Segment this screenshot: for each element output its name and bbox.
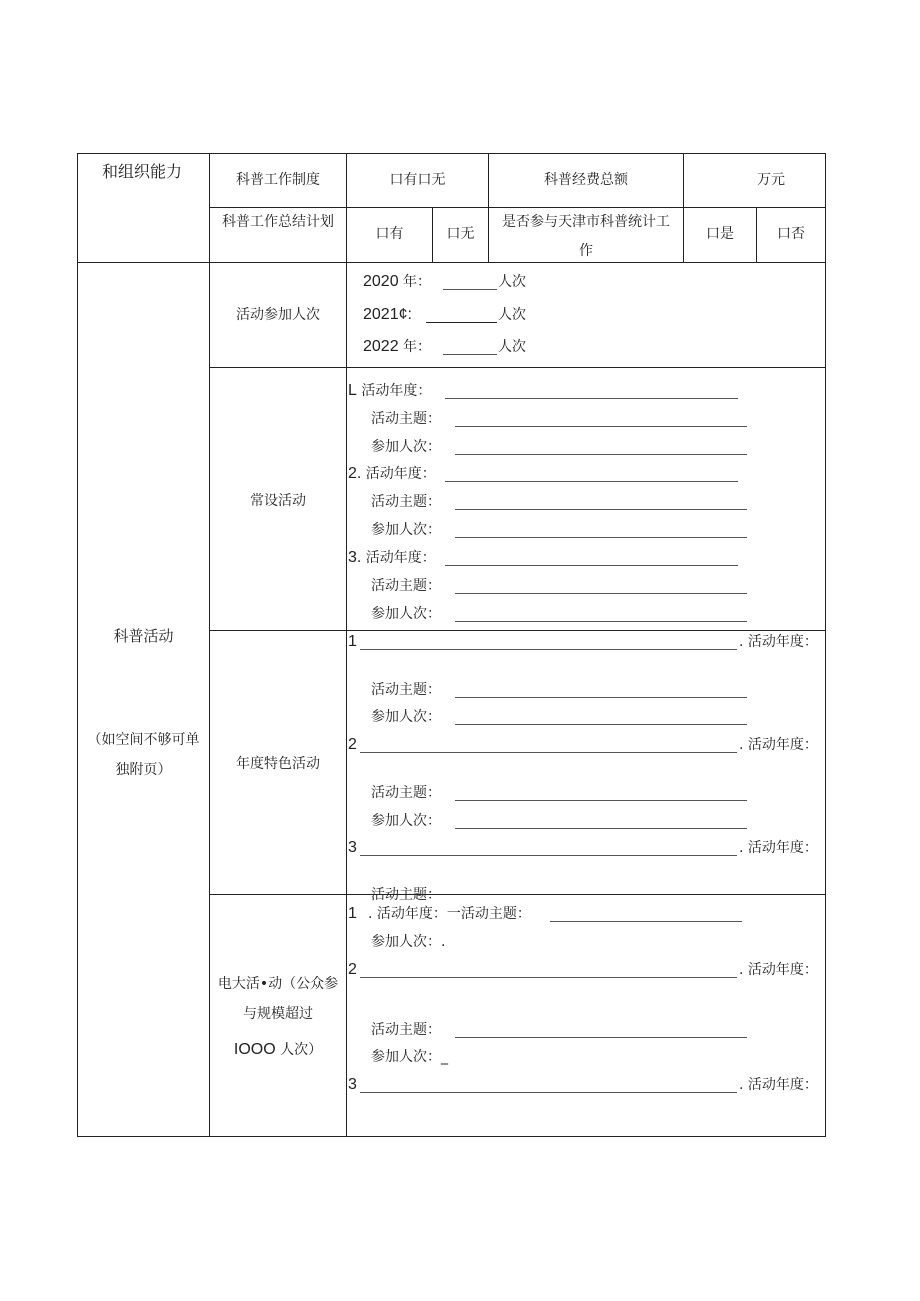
year-label: 活动年度： (365, 550, 436, 566)
stat-yes-checkbox[interactable]: 口是 (706, 226, 734, 242)
year-blank[interactable] (360, 649, 737, 650)
grid-line (77, 262, 826, 263)
year-label: 活动年度： (361, 383, 432, 399)
item-number: L (348, 382, 357, 399)
year-blank[interactable] (445, 481, 738, 482)
theme-blank[interactable] (455, 593, 747, 594)
year-blank[interactable] (445, 398, 738, 399)
year-row (363, 338, 431, 356)
overflow-clip (347, 882, 825, 903)
item-number: 3 (348, 839, 357, 856)
stat-no-checkbox[interactable]: 口否 (777, 226, 805, 242)
count-blank[interactable] (455, 454, 747, 455)
threshold-number: IOOO (233, 1041, 276, 1058)
item-number: 2 (348, 961, 357, 978)
year-label: 活动年度： (365, 466, 436, 482)
item-number: 1 (348, 905, 357, 922)
theme-blank[interactable] (455, 509, 747, 510)
regular-label: 常设活动 (250, 493, 306, 509)
grid-line (346, 153, 347, 1137)
count-blank[interactable] (455, 828, 747, 829)
count-blank[interactable] (426, 322, 497, 323)
major-label: 电大活•动（公众参 (217, 976, 339, 992)
participants-label: 活动参加人次 (236, 307, 320, 323)
year-blank[interactable] (445, 565, 738, 566)
section-title: 科普活动 (113, 627, 174, 645)
count-blank[interactable] (455, 621, 747, 622)
grid-line (683, 153, 684, 262)
count-unit: 人次 (498, 339, 526, 355)
count-label: 参加人次： (371, 522, 441, 538)
stat-label: 是否参与天津市科普统计工 (502, 214, 670, 230)
count-blank[interactable] (443, 289, 497, 290)
theme-label: 活动主题： (371, 785, 441, 801)
grid-line (210, 894, 826, 895)
stat-label-cont: 作 (579, 243, 593, 259)
count-blank[interactable] (455, 724, 747, 725)
year-label: . 活动年度： (739, 737, 818, 753)
major-label-threshold (210, 1041, 346, 1059)
item-number: 3. (348, 549, 362, 566)
funds-label: 科普经费总额 (544, 172, 628, 188)
theme-blank[interactable] (455, 800, 747, 801)
year-value: 2022 (363, 338, 399, 355)
theme-label: 活动主题： (371, 578, 441, 594)
item-number: 1 (348, 633, 357, 650)
theme-blank[interactable] (455, 697, 747, 698)
grid-line (210, 367, 826, 368)
year-label: . 活动年度： (739, 962, 818, 978)
year-theme-label: . 活动年度：一活动主题： (368, 906, 531, 922)
theme-label: 活动主题： (371, 1022, 441, 1038)
year-value: 2021¢: (363, 306, 412, 323)
count-unit: 人次 (498, 274, 526, 290)
count-unit: 人次 (498, 307, 526, 323)
count-label: 参加人次：. (371, 934, 446, 950)
item-number: 3 (348, 1076, 357, 1093)
year-label: . 活动年度： (739, 634, 818, 650)
year-row (363, 273, 431, 291)
regular-item (348, 465, 436, 483)
count-label: 参加人次： (371, 709, 441, 725)
threshold-text: 人次） (275, 1042, 323, 1058)
theme-label: 活动主题： (371, 411, 441, 427)
grid-line (210, 207, 826, 208)
count-label: 参加人次： (371, 606, 441, 622)
year-blank[interactable] (360, 855, 737, 856)
theme-label: 活动主题： (371, 682, 441, 698)
theme-label: 活动主题： (371, 887, 441, 903)
year-value: 2020 (363, 273, 399, 290)
year-blank[interactable] (360, 977, 737, 978)
plan-yes-checkbox[interactable]: 口有 (375, 226, 404, 242)
count-label: 参加人次： (371, 813, 441, 829)
year-suffix: 年： (403, 339, 432, 355)
plan-no-checkbox[interactable]: 口无 (446, 226, 475, 242)
year-blank[interactable] (360, 1092, 737, 1093)
plan-label: 科普工作总结计划 (222, 214, 334, 230)
count-blank[interactable] (443, 354, 497, 355)
funds-unit: 万元 (757, 172, 785, 188)
grid-line (210, 630, 826, 631)
regular-item (348, 549, 436, 567)
section-note: （如空间不够可单 (87, 732, 200, 748)
count-blank[interactable] (455, 537, 747, 538)
year-label: . 活动年度： (739, 1077, 818, 1093)
regular-item (348, 382, 431, 400)
item-number: 2 (348, 736, 357, 753)
section-note-cont: 独附页） (115, 762, 172, 778)
year-suffix: 年： (403, 274, 432, 290)
year-row (363, 306, 412, 324)
system-checkbox[interactable]: 口有口无 (389, 172, 446, 188)
theme-blank[interactable] (455, 1037, 747, 1038)
item-number: 2. (348, 465, 362, 482)
org-ability-label: 和组织能力 (102, 162, 183, 181)
annual-label: 年度特色活动 (236, 756, 320, 772)
major-label-cont: 与规模超过 (243, 1006, 313, 1022)
system-label: 科普工作制度 (236, 172, 320, 188)
form-table (77, 153, 826, 1137)
year-blank[interactable] (360, 752, 737, 753)
theme-blank[interactable] (455, 426, 747, 427)
year-label: . 活动年度： (739, 840, 818, 856)
theme-label: 活动主题： (371, 494, 441, 510)
count-label: 参加人次： (371, 439, 441, 455)
count-label: 参加人次：_ (371, 1049, 448, 1065)
theme-blank[interactable] (550, 921, 742, 922)
